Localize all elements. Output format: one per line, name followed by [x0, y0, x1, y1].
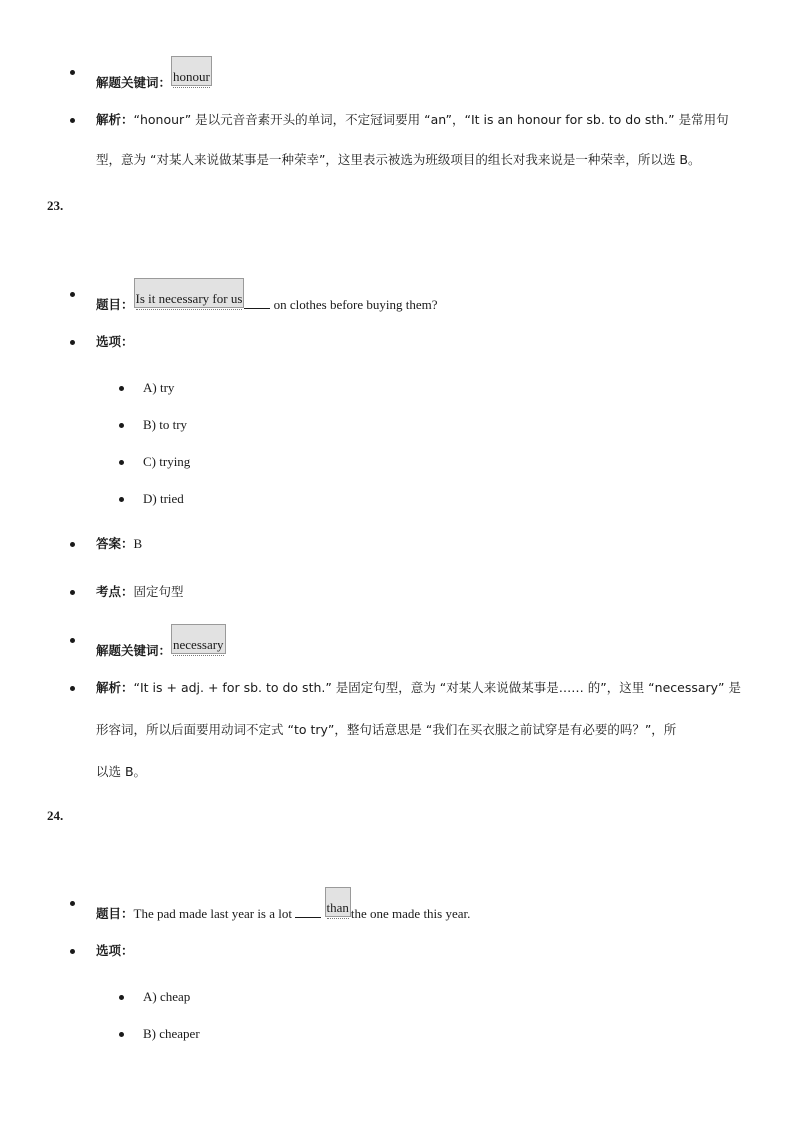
keyword-label: 解题关键词： [96, 643, 172, 658]
bullet-icon [70, 949, 75, 954]
bullet-icon [70, 292, 75, 297]
analysis-text-line: 形容词，所以后面要用动词不定式 “to try”，整句话意思是 “我们在买衣服之前试穿是有必要的吗？”，所 [96, 722, 677, 737]
option-text: C) trying [143, 454, 191, 469]
question-number: 24. [47, 808, 64, 823]
question-text: The pad made last year is a lot [133, 906, 292, 921]
question-text: the one made this year. [350, 906, 471, 921]
bullet-icon [119, 1032, 124, 1037]
option-text: B) cheaper [143, 1026, 200, 1041]
bullet-icon [70, 542, 75, 547]
question-number: 23. [47, 198, 64, 213]
options-label: 选项： [96, 943, 134, 958]
bullet-icon [119, 995, 124, 1000]
option-text: B) to try [143, 417, 188, 432]
question-label: 题目： [96, 297, 134, 312]
keyword-highlight: necessary [171, 624, 226, 654]
bullet-icon [70, 70, 75, 75]
bullet-icon [70, 590, 75, 595]
bullet-icon [70, 118, 75, 123]
option-text: D) tried [143, 491, 184, 506]
bullet-icon [119, 423, 124, 428]
bullet-icon [70, 686, 75, 691]
option-text: A) try [143, 380, 175, 395]
analysis-label: 解析： [96, 112, 134, 127]
question-label: 题目： [96, 906, 134, 921]
analysis-text-line: 型，意为 “对某人来说做某事是一种荣幸”，这里表示被选为班级项目的组长对我来说是一种荣幸，所以选 B。 [96, 152, 701, 167]
question-highlight: than [325, 887, 351, 917]
analysis-text-line: “honour” 是以元音音素开头的单词，不定冠词要用 “an”，“It is an honour for sb. to do sth.” 是常用句 [133, 112, 729, 127]
bullet-icon [70, 901, 75, 906]
answer-label: 答案： [96, 536, 134, 551]
bullet-icon [119, 497, 124, 502]
bullet-icon [119, 386, 124, 391]
point-value: 固定句型 [133, 584, 184, 599]
analysis-text-line: 以选 B。 [96, 764, 147, 779]
bullet-icon [70, 340, 75, 345]
bullet-icon [119, 460, 124, 465]
analysis-label: 解析： [96, 680, 134, 695]
answer-value: B [133, 536, 143, 551]
keyword-highlight: honour [171, 56, 212, 86]
answer-blank [295, 905, 321, 918]
analysis-text-line: “It is + adj. + for sb. to do sth.” 是固定句型，意为 “对某人来说做某事是…… 的”，这里 “necessary” 是 [133, 680, 742, 695]
point-label: 考点： [96, 584, 134, 599]
bullet-icon [70, 638, 75, 643]
question-highlight: Is it necessary for us [134, 278, 245, 308]
option-text: A) cheap [143, 989, 191, 1004]
question-text: on clothes before buying them? [273, 297, 438, 312]
answer-blank [244, 296, 270, 309]
options-label: 选项： [96, 334, 134, 349]
keyword-label: 解题关键词： [96, 75, 172, 90]
